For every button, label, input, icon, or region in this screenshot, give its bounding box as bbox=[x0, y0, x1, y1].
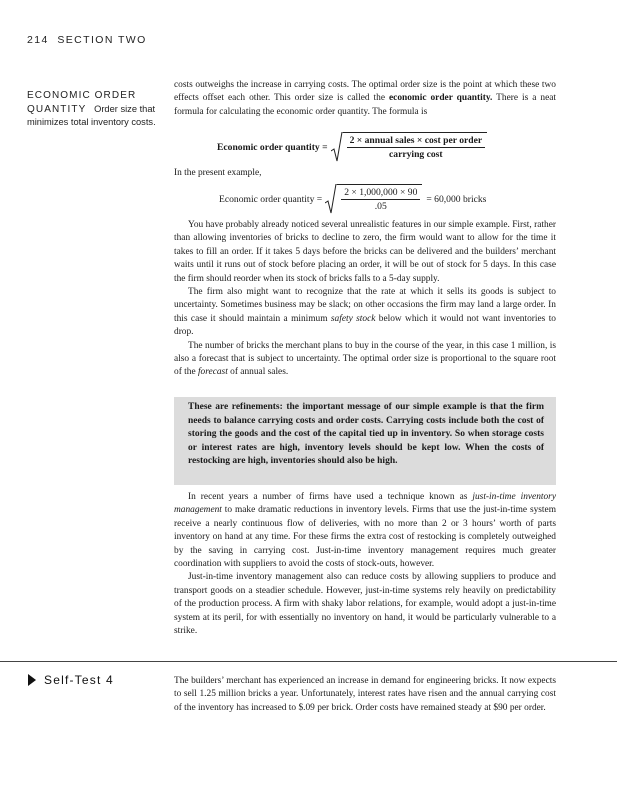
self-test-label bbox=[28, 673, 114, 687]
present-example-line bbox=[174, 167, 556, 180]
intro-text-end: There is a neat formula for calculating the economic order quantity. The formula is bbox=[174, 93, 556, 117]
paragraph-forecast: The number of bricks the merchant plans to buy in the course of the year, in this case 1 million, is also a forecast that is subject to uncertainty. The optimal order size is proportional to the square root of the forecast of annual sales. bbox=[174, 340, 556, 378]
margin-definition bbox=[27, 89, 167, 130]
glossary-definition: Order size that minimizes total inventory costs. bbox=[27, 103, 156, 127]
glossary-term: ECONOMIC ORDER QUANTITY bbox=[27, 90, 137, 115]
example-numerator: 2 × 1,000,000 × 90 bbox=[341, 187, 420, 200]
example-square-root bbox=[325, 184, 422, 214]
self-test-title: Self-Test 4 bbox=[44, 673, 114, 687]
radical-sign-icon bbox=[331, 132, 343, 162]
section-title: SECTION TWO bbox=[57, 34, 147, 46]
self-test-question: The builders’ merchant has experienced an increase in demand for engineering bricks. It now expects to sell 1.25 million bricks a year. Unfortunately, interest rates have risen and the annual carrying cost of the inventory has increased to $.09 per brick. Order costs have remained steady at $90 per order. bbox=[174, 676, 556, 713]
formula-label: Economic order quantity = bbox=[217, 141, 328, 153]
running-header bbox=[27, 34, 147, 46]
radical-sign-icon bbox=[325, 184, 337, 214]
eoq-example-formula bbox=[219, 184, 486, 214]
self-test-body bbox=[174, 675, 556, 715]
page-number: 214 bbox=[27, 34, 49, 46]
paragraph-realistic-features: You have probably already noticed several unrealistic features in our simple example. First, rather than allowing inventories of bricks to decline to zero, the firm would want to allow for the time it takes to fill an order. If it takes 5 days before the bricks can be delivered and the builders’ merchant waits until it runs out of stock before placing an order, it will be out of stock for 5 days. In this case the firm should reorder when its stock of bricks falls to a 5-day supply. bbox=[174, 220, 556, 284]
key-message-box bbox=[174, 397, 556, 485]
body-text-block-2 bbox=[174, 491, 556, 638]
triangle-marker-icon bbox=[28, 674, 36, 686]
present-example-text: In the present example, bbox=[174, 168, 262, 178]
safety-stock-term: safety stock bbox=[330, 313, 376, 324]
key-message-text: These are refinements: the important message of our simple example is that the firm needs to balance carrying costs and order costs. Carrying costs include both the cost of storing the goods and the cost of the capital tied up in inventory. So when storage costs or interest rates are high, inventory levels should be kept low. When the costs of restocking are high, inventories should also be high. bbox=[188, 402, 544, 467]
square-root bbox=[331, 132, 488, 162]
formula-denominator: carrying cost bbox=[389, 149, 443, 160]
paragraph-jit-risks: Just-in-time inventory management also can reduce costs by allowing suppliers to produce and transport goods on a steadier schedule. However, just-in-time systems rely heavily on predictability of the production process. A firm with shaky labor relations, for example, would adopt a just-in-time system at its peril, for with essentially no inventory on hand, it would be particularly vulnerable to a strike. bbox=[174, 572, 556, 637]
paragraph-intro bbox=[174, 79, 556, 119]
intro-bold-term: economic order quantity. bbox=[389, 93, 493, 104]
formula-numerator: 2 × annual sales × cost per order bbox=[347, 135, 486, 148]
jit-term: just-in-time inventory management bbox=[174, 492, 556, 516]
paragraph-uncertainty: The firm also might want to recognize that the rate at which it sells its goods is subject to uncertainty. Sometimes business may be slack; on other occasions the firm may land a large order. In this case it should maintain a minimum safety stock below which it would not want inventories to drop. bbox=[174, 287, 556, 338]
intro-text: costs outweighs the increase in carrying costs. The optimal order size is the point at which these two effects offset each other. This order size is called the bbox=[174, 80, 556, 104]
example-formula-label: Economic order quantity = bbox=[219, 193, 323, 205]
body-text-block-1 bbox=[174, 219, 556, 380]
eoq-formula bbox=[217, 132, 487, 162]
section-divider bbox=[0, 661, 617, 662]
paragraph-just-in-time: In recent years a number of firms have used a technique known as just-in-time inventory management to make dramatic reductions in inventory levels. Firms that use the just-in-time system receive a nearly continuous flow of deliveries, with no more than 2 or 3 hours’ worth of parts inventory on hand at any time. For these firms the extra cost of restocking is completely outweighed by the saving in carrying cost. Just-in-time inventory management requires much greater coordination with suppliers to avoid the costs of stock-outs, however. bbox=[174, 492, 556, 570]
example-denominator: .05 bbox=[374, 201, 387, 212]
example-result: = 60,000 bricks bbox=[426, 193, 487, 205]
forecast-term: forecast bbox=[197, 367, 228, 378]
